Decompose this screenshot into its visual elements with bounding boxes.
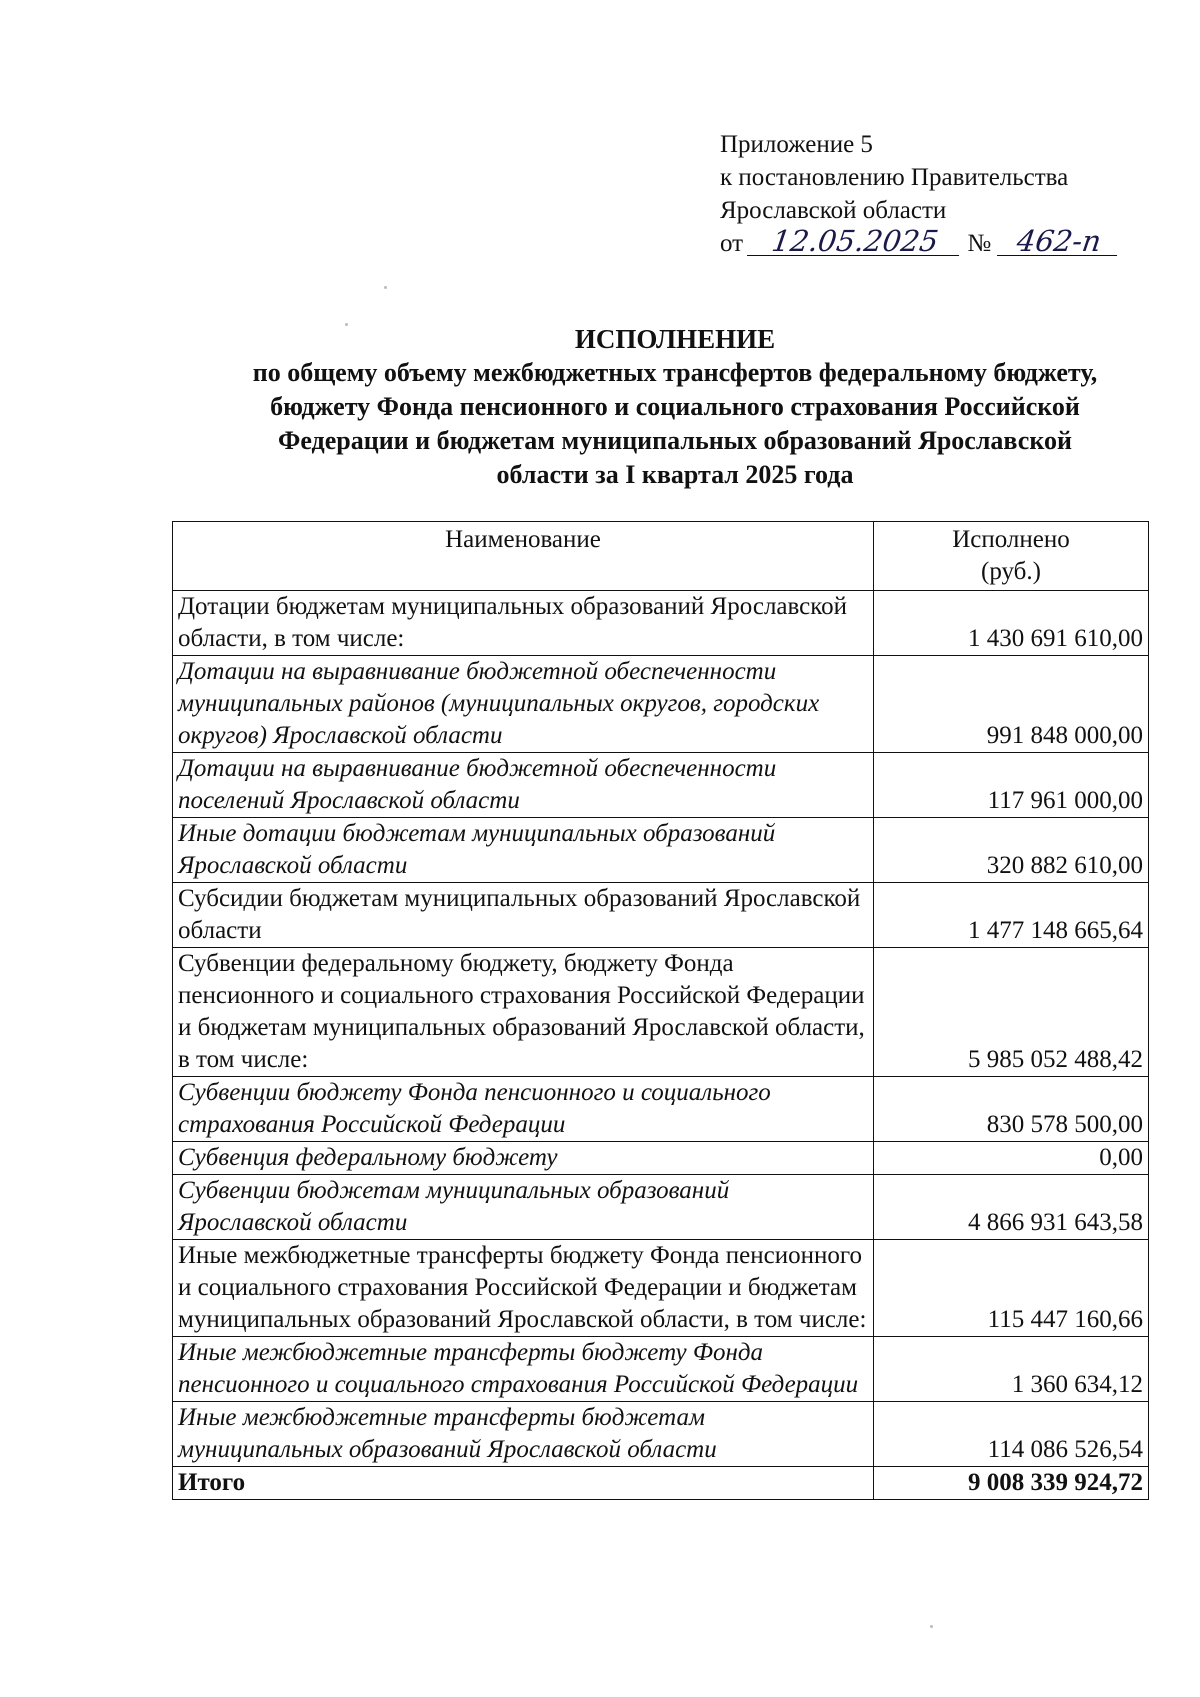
table-row [173, 591, 1149, 656]
title-line-1: по общему объему межбюджетных трансфертов федеральному бюджету, [252, 358, 1098, 387]
total-value: 9 008 339 924,72 [874, 1467, 1149, 1500]
table-row [173, 1142, 1149, 1175]
row-name: Иные межбюджетные трансферты бюджету Фонда пенсионного и социального страхования Российской Федерации и бюджетам муниципальных образований Ярославской области, в том числе: [173, 1240, 874, 1337]
row-value: 830 578 500,00 [874, 1077, 1149, 1142]
row-name: Иные межбюджетные трансферты бюджету Фонда пенсионного и социального страхования Российской Федерации [173, 1337, 874, 1402]
table-row [173, 1402, 1149, 1467]
scan-speck [930, 1625, 933, 1628]
row-name: Иные дотации бюджетам муниципальных образований Ярославской области [173, 818, 874, 883]
row-name: Субвенции бюджету Фонда пенсионного и социального страхования Российской Федерации [173, 1077, 874, 1142]
title-main: ИСПОЛНЕНИЕ [574, 324, 776, 354]
row-name: Иные межбюджетные трансферты бюджетам муниципальных образований Ярославской области [173, 1402, 874, 1467]
row-name: Субвенция федеральному бюджету [173, 1142, 874, 1175]
handwritten-number: 462-п [997, 227, 1121, 256]
row-name: Субвенции бюджетам муниципальных образований Ярославской области [173, 1175, 874, 1240]
table-header-row [173, 522, 1149, 591]
row-name: Дотации на выравнивание бюджетной обеспеченности муниципальных районов (муниципальных округов, городских округов) Ярославской области [173, 656, 874, 753]
title-line-4: области за I квартал 2025 года [496, 460, 854, 489]
row-value: 1 430 691 610,00 [874, 591, 1149, 656]
table-body [173, 591, 1149, 1467]
table-row [173, 656, 1149, 753]
row-value: 5 985 052 488,42 [874, 948, 1149, 1077]
appendix-resolution: к постановлению Правительства [720, 164, 1069, 191]
row-value: 114 086 526,54 [874, 1402, 1149, 1467]
appendix-region: Ярославской области [720, 197, 947, 224]
row-value: 115 447 160,66 [874, 1240, 1149, 1337]
row-value: 991 848 000,00 [874, 656, 1149, 753]
row-value: 1 477 148 665,64 [874, 883, 1149, 948]
table-row [173, 948, 1149, 1077]
total-label: Итого [173, 1467, 874, 1500]
date-prefix: от [720, 230, 744, 257]
appendix-block [720, 128, 1119, 260]
appendix-date-line [720, 224, 1119, 260]
row-value: 0,00 [874, 1142, 1149, 1175]
scan-speck [345, 323, 348, 326]
table-row [173, 1175, 1149, 1240]
execution-table [172, 521, 1149, 1500]
table-row [173, 753, 1149, 818]
row-value: 4 866 931 643,58 [874, 1175, 1149, 1240]
table-row [173, 1337, 1149, 1402]
table-row [173, 883, 1149, 948]
header-name: Наименование [173, 522, 874, 591]
document-title [150, 322, 1200, 492]
row-value: 1 360 634,12 [874, 1337, 1149, 1402]
header-value [874, 522, 1149, 591]
row-value: 320 882 610,00 [874, 818, 1149, 883]
table-row [173, 1077, 1149, 1142]
total-row [173, 1467, 1149, 1500]
scan-speck [384, 286, 387, 289]
row-name: Дотации на выравнивание бюджетной обеспеченности поселений Ярославской области [173, 753, 874, 818]
row-name: Субсидии бюджетам муниципальных образований Ярославской области [173, 883, 874, 948]
row-name: Субвенции федеральному бюджету, бюджету Фонда пенсионного и социального страхования Российской Федерации и бюджетам муниципальных образований Ярославской области, в том числе: [173, 948, 874, 1077]
number-prefix: № [967, 230, 992, 257]
handwritten-date: 12.05.2025 [747, 227, 963, 256]
appendix-number: Приложение 5 [720, 131, 873, 158]
row-name: Дотации бюджетам муниципальных образований Ярославской области, в том числе: [173, 591, 874, 656]
header-value-line1: Исполнено [952, 526, 1070, 553]
row-value: 117 961 000,00 [874, 753, 1149, 818]
header-value-line2: (руб.) [981, 558, 1041, 585]
title-line-2: бюджету Фонда пенсионного и социального страхования Российской [270, 392, 1080, 421]
table-row [173, 1240, 1149, 1337]
table-row [173, 818, 1149, 883]
title-line-3: Федерации и бюджетам муниципальных образований Ярославской [278, 426, 1072, 455]
